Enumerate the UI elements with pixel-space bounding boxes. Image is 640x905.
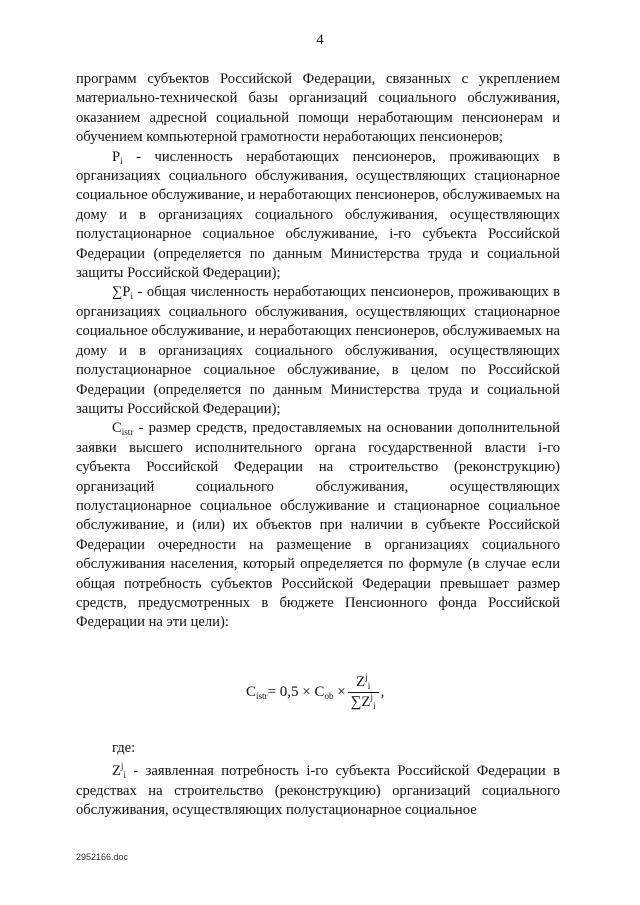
definition-zi-text: - заявленная потребность i-го субъекта Российской Федерации в средствах на строительство (реконструкцию) организаций социального обслуживания, осуществляющих полустационарное социальное — [76, 763, 560, 819]
formula-comma: , — [380, 684, 385, 700]
formula-middle: = $0,5 \times C_{ob}$ × — [267, 684, 346, 701]
formula-fraction — [348, 674, 379, 711]
symbol-zi: $Z^j_i$ — [112, 761, 126, 780]
file-name-footer: 2952166.doc — [76, 852, 129, 862]
symbol-pi: $P_i$ — [112, 148, 123, 166]
definition-sum-pi-text: - общая численность неработающих пенсионеров, проживающих в организациях социального обслуживания, осуществляющих стационарное социальное обслуживание, и неработающих пенсионеров, обслуживаемых на дому и в организациях социального обслуживания, осуществляющих полустационарное социальное обслуживание, в целом по Российской Федерации (определяется по данным Министерства труда и социальной защиты Российской Федерации); — [76, 284, 560, 417]
symbol-sum-pi: $\sum P_i$ — [112, 284, 134, 302]
paragraph-intro: программ субъектов Российской Федерации, связанных с укреплением материально-технической базы организаций социального обслуживания, оказанием адресной социальной помощи неработающим пенсионерам и обучением компьютерной грамотности неработающих пенсионеров; — [76, 71, 560, 146]
where-label: где: — [112, 740, 136, 756]
document-body-continued — [76, 762, 560, 821]
definition-c-istr — [76, 419, 560, 632]
document-body — [76, 70, 560, 633]
definition-sum-pi — [76, 283, 560, 419]
definition-zi — [76, 762, 560, 821]
formula-lhs: $C_{istr}$ — [246, 684, 268, 701]
definition-pi-text: - численность неработающих пенсионеров, проживающих в организациях социального обслуживания, осуществляющих стационарное социальное обслуживание, и неработающих пенсионеров, обслуживаемых на дому и в организациях социального обслуживания, осуществляющих полустационарное социальное обслуживание, i-го субъекта Российской Федерации (определяется по данным Министерства труда и социальной защиты Российской Федерации); — [76, 148, 560, 282]
formula-c-istr — [246, 674, 384, 711]
definition-c-istr-text: - размер средств, предоставляемых на основании дополнительной заявки высшего исполнительного органа государственной власти i-го субъекта Российской Федерации на строительство (реконструкцию) организаций социального обслуживания, осуществляющих полустационарное социальное обслуживание и стационарное социальное обслуживание, и (или) их объектов при наличии в субъекте Российской Федерации очередности на размещение в организациях социального обслуживания населения, который определяется по формуле (в случае если общая потребность субъектов Российской Федерации превышает размер средств, предусмотренных в бюджете Пенсионного фонда Российской Федерации на эти цели): — [76, 420, 560, 631]
page-number: 4 — [316, 32, 324, 48]
definition-pi — [76, 148, 560, 284]
formula-denominator: $\sum Z^j_i$ — [348, 692, 379, 711]
formula-numerator: $Z^j_i$ — [356, 672, 371, 691]
symbol-c-istr: $C_{istr}$ — [112, 420, 134, 438]
